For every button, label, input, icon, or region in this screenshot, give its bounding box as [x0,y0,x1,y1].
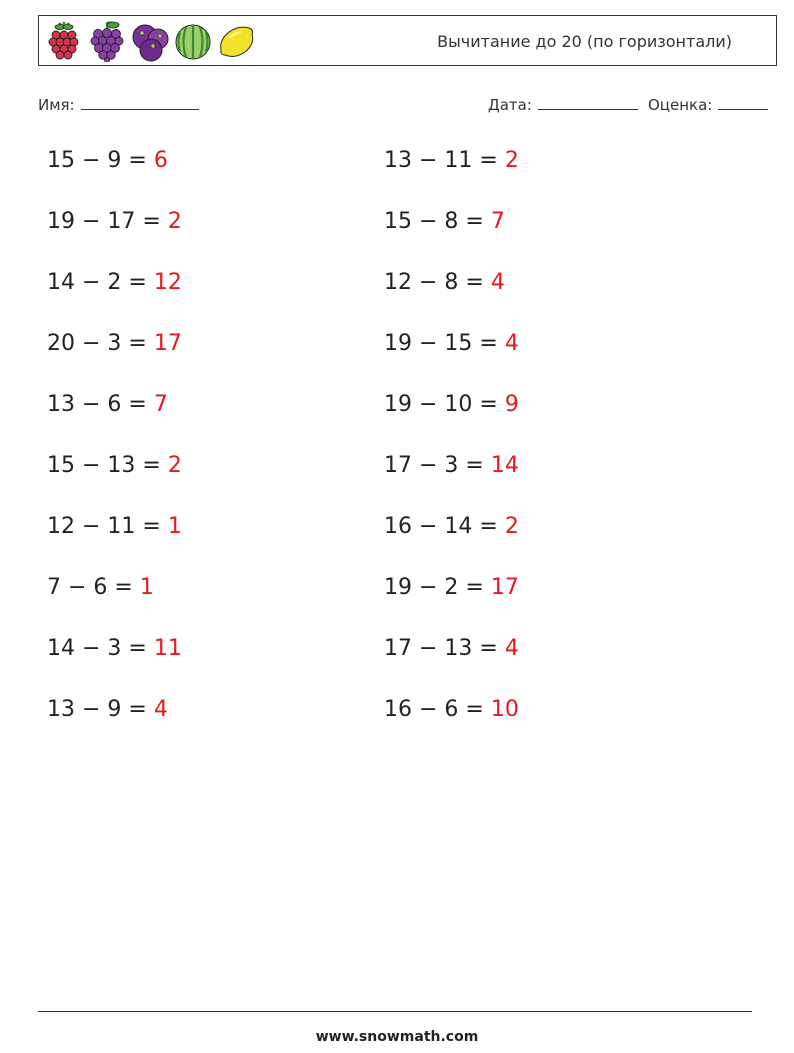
problem-right-6 [384,453,519,478]
problem-right-2 [384,209,505,234]
problem-left-5 [47,392,168,417]
problem-right-5 [384,392,519,417]
grapes-icon [88,20,126,62]
problem-left-4 [47,331,182,356]
problem-expression: 14 − 3 = [47,636,154,661]
problem-expression: 17 − 3 = [384,453,491,478]
name-blank[interactable] [81,94,199,110]
problem-answer: 6 [153,148,168,173]
problem-right-8 [384,575,519,600]
watermelon-icon [174,20,212,62]
problem-left-3 [47,270,182,295]
problem-answer: 4 [504,331,519,356]
problem-right-1 [384,148,519,173]
problem-expression: 12 − 8 = [384,270,491,295]
page-title: Вычитание до 20 (по горизонтали) [437,32,732,51]
problem-expression: 7 − 6 = [47,575,140,600]
problem-expression: 15 − 13 = [47,453,168,478]
problem-answer: 2 [504,514,519,539]
problem-answer: 12 [153,270,182,295]
problem-expression: 13 − 6 = [47,392,154,417]
lemon-icon [217,20,255,62]
problem-expression: 13 − 9 = [47,697,154,722]
problem-answer: 1 [139,575,154,600]
raspberry-icon [45,20,83,62]
date-label: Дата: [488,96,532,114]
problem-answer: 9 [504,392,519,417]
problem-expression: 19 − 17 = [47,209,168,234]
problem-answer: 7 [153,392,168,417]
date-blank[interactable] [538,94,638,110]
problem-answer: 2 [167,209,182,234]
problem-right-7 [384,514,519,539]
problem-right-4 [384,331,519,356]
problem-left-1 [47,148,168,173]
fruit-icons [45,20,255,62]
grade-blank[interactable] [718,94,768,110]
problem-expression: 16 − 14 = [384,514,505,539]
problem-answer: 4 [490,270,505,295]
problem-left-6 [47,453,182,478]
problem-right-10 [384,697,519,722]
problem-expression: 15 − 8 = [384,209,491,234]
problem-answer: 4 [504,636,519,661]
plums-icon [131,20,169,62]
date-field [488,94,638,114]
problem-left-9 [47,636,182,661]
footer-divider [38,1011,752,1012]
problem-left-7 [47,514,182,539]
problem-left-8 [47,575,154,600]
problem-answer: 17 [490,575,519,600]
problem-answer: 2 [504,148,519,173]
footer-url: www.snowmath.com [315,1029,479,1045]
problem-left-2 [47,209,182,234]
problem-answer: 4 [153,697,168,722]
problem-expression: 17 − 13 = [384,636,505,661]
problem-expression: 19 − 2 = [384,575,491,600]
worksheet-header [38,15,777,66]
problem-answer: 7 [490,209,505,234]
problem-expression: 12 − 11 = [47,514,168,539]
problem-expression: 19 − 15 = [384,331,505,356]
problem-right-3 [384,270,505,295]
grade-label: Оценка: [648,96,713,114]
problem-expression: 14 − 2 = [47,270,154,295]
grade-field [648,94,768,114]
problem-expression: 20 − 3 = [47,331,154,356]
problem-answer: 1 [167,514,182,539]
problem-expression: 16 − 6 = [384,697,491,722]
problem-answer: 11 [153,636,182,661]
problem-answer: 10 [490,697,519,722]
problem-expression: 13 − 11 = [384,148,505,173]
problem-answer: 14 [490,453,519,478]
name-field [38,94,199,114]
problem-answer: 17 [153,331,182,356]
problem-expression: 19 − 10 = [384,392,505,417]
problem-answer: 2 [167,453,182,478]
name-label: Имя: [38,96,75,114]
problem-right-9 [384,636,519,661]
problem-left-10 [47,697,168,722]
problem-expression: 15 − 9 = [47,148,154,173]
